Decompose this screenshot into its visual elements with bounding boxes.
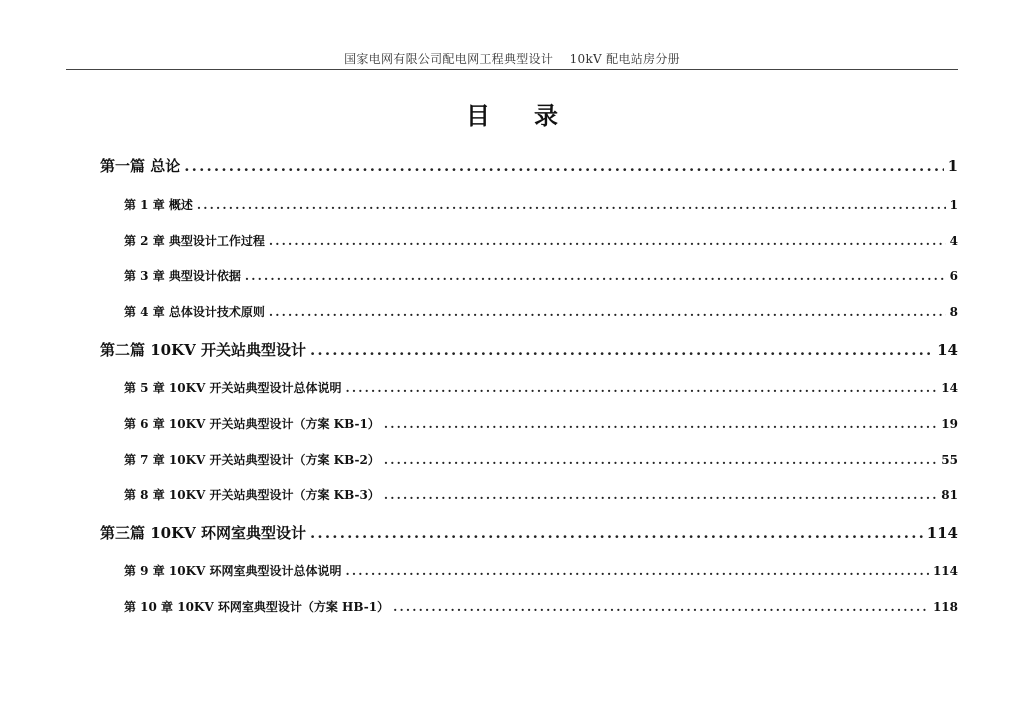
toc-page-number: 114: [926, 524, 958, 542]
toc-entry-label: 第 8 章 10KV 开关站典型设计（方案 KB-3）: [124, 488, 380, 502]
toc-entry-label: 第 3 章 典型设计依据: [124, 269, 241, 283]
toc-dot-leader: [269, 305, 946, 319]
toc-entry-label: 第二篇 10KV 开关站典型设计: [100, 341, 306, 359]
toc-entry-label: 第一篇 总论: [100, 157, 181, 175]
toc-entry-label: 第 4 章 总体设计技术原则: [124, 305, 265, 319]
page-title: 目录: [466, 101, 602, 130]
toc-page-number: 6: [949, 269, 958, 283]
toc-entry-chapter-5[interactable]: [124, 379, 958, 396]
toc-entry-label: 第 5 章 10KV 开关站典型设计总体说明: [124, 381, 342, 395]
toc-dot-leader: [310, 341, 933, 359]
toc-page-number: 1: [949, 198, 958, 212]
toc-dot-leader: [346, 381, 938, 395]
toc-dot-leader: [310, 524, 923, 542]
toc-page-number: 19: [941, 417, 958, 431]
toc-entry-chapter-7[interactable]: [124, 451, 958, 468]
toc-entry-chapter-4[interactable]: [124, 303, 958, 320]
toc-dot-leader: [269, 234, 946, 248]
toc-entry-chapter-10[interactable]: [124, 598, 958, 615]
toc-dot-leader: [393, 600, 929, 614]
toc-entry-part-2[interactable]: [100, 339, 958, 360]
toc-page-number: 118: [932, 600, 958, 614]
toc-entry-label: 第 7 章 10KV 开关站典型设计（方案 KB-2）: [124, 453, 380, 467]
toc-page-number: 1: [947, 157, 958, 175]
toc-dot-leader: [384, 417, 937, 431]
toc-entry-part-1[interactable]: [100, 155, 958, 176]
toc-page-number: 8: [949, 305, 958, 319]
toc-entry-chapter-9[interactable]: [124, 562, 958, 579]
toc-page-number: 114: [932, 564, 958, 578]
toc-page-number: 81: [941, 488, 958, 502]
toc-entry-chapter-2[interactable]: [124, 232, 958, 249]
toc-entry-label: 第 9 章 10KV 环网室典型设计总体说明: [124, 564, 342, 578]
running-header: 国家电网有限公司配电网工程典型设计 10kV 配电站房分册: [344, 52, 680, 66]
toc-entry-label: 第 2 章 典型设计工作过程: [124, 234, 265, 248]
toc-page-number: 55: [941, 453, 958, 467]
toc-dot-leader: [384, 488, 937, 502]
toc-page-number: 14: [941, 381, 958, 395]
toc-entry-label: 第 10 章 10KV 环网室典型设计（方案 HB-1）: [124, 600, 390, 614]
toc-entry-part-3[interactable]: [100, 522, 958, 543]
toc-entry-chapter-3[interactable]: [124, 267, 958, 284]
toc-dot-leader: [384, 453, 937, 467]
toc-page-number: 4: [949, 234, 958, 248]
toc-dot-leader: [197, 198, 946, 212]
toc-page-number: 14: [937, 341, 958, 359]
toc-entry-chapter-1[interactable]: [124, 196, 958, 213]
toc-entry-label: 第 6 章 10KV 开关站典型设计（方案 KB-1）: [124, 417, 380, 431]
toc-entry-label: 第 1 章 概述: [124, 198, 193, 212]
toc-dot-leader: [245, 269, 946, 283]
toc-entry-label: 第三篇 10KV 环网室典型设计: [100, 524, 306, 542]
toc-dot-leader: [346, 564, 929, 578]
toc-dot-leader: [184, 157, 943, 175]
toc-entry-chapter-6[interactable]: [124, 415, 958, 432]
header-rule: [66, 69, 958, 70]
toc-entry-chapter-8[interactable]: [124, 486, 958, 503]
